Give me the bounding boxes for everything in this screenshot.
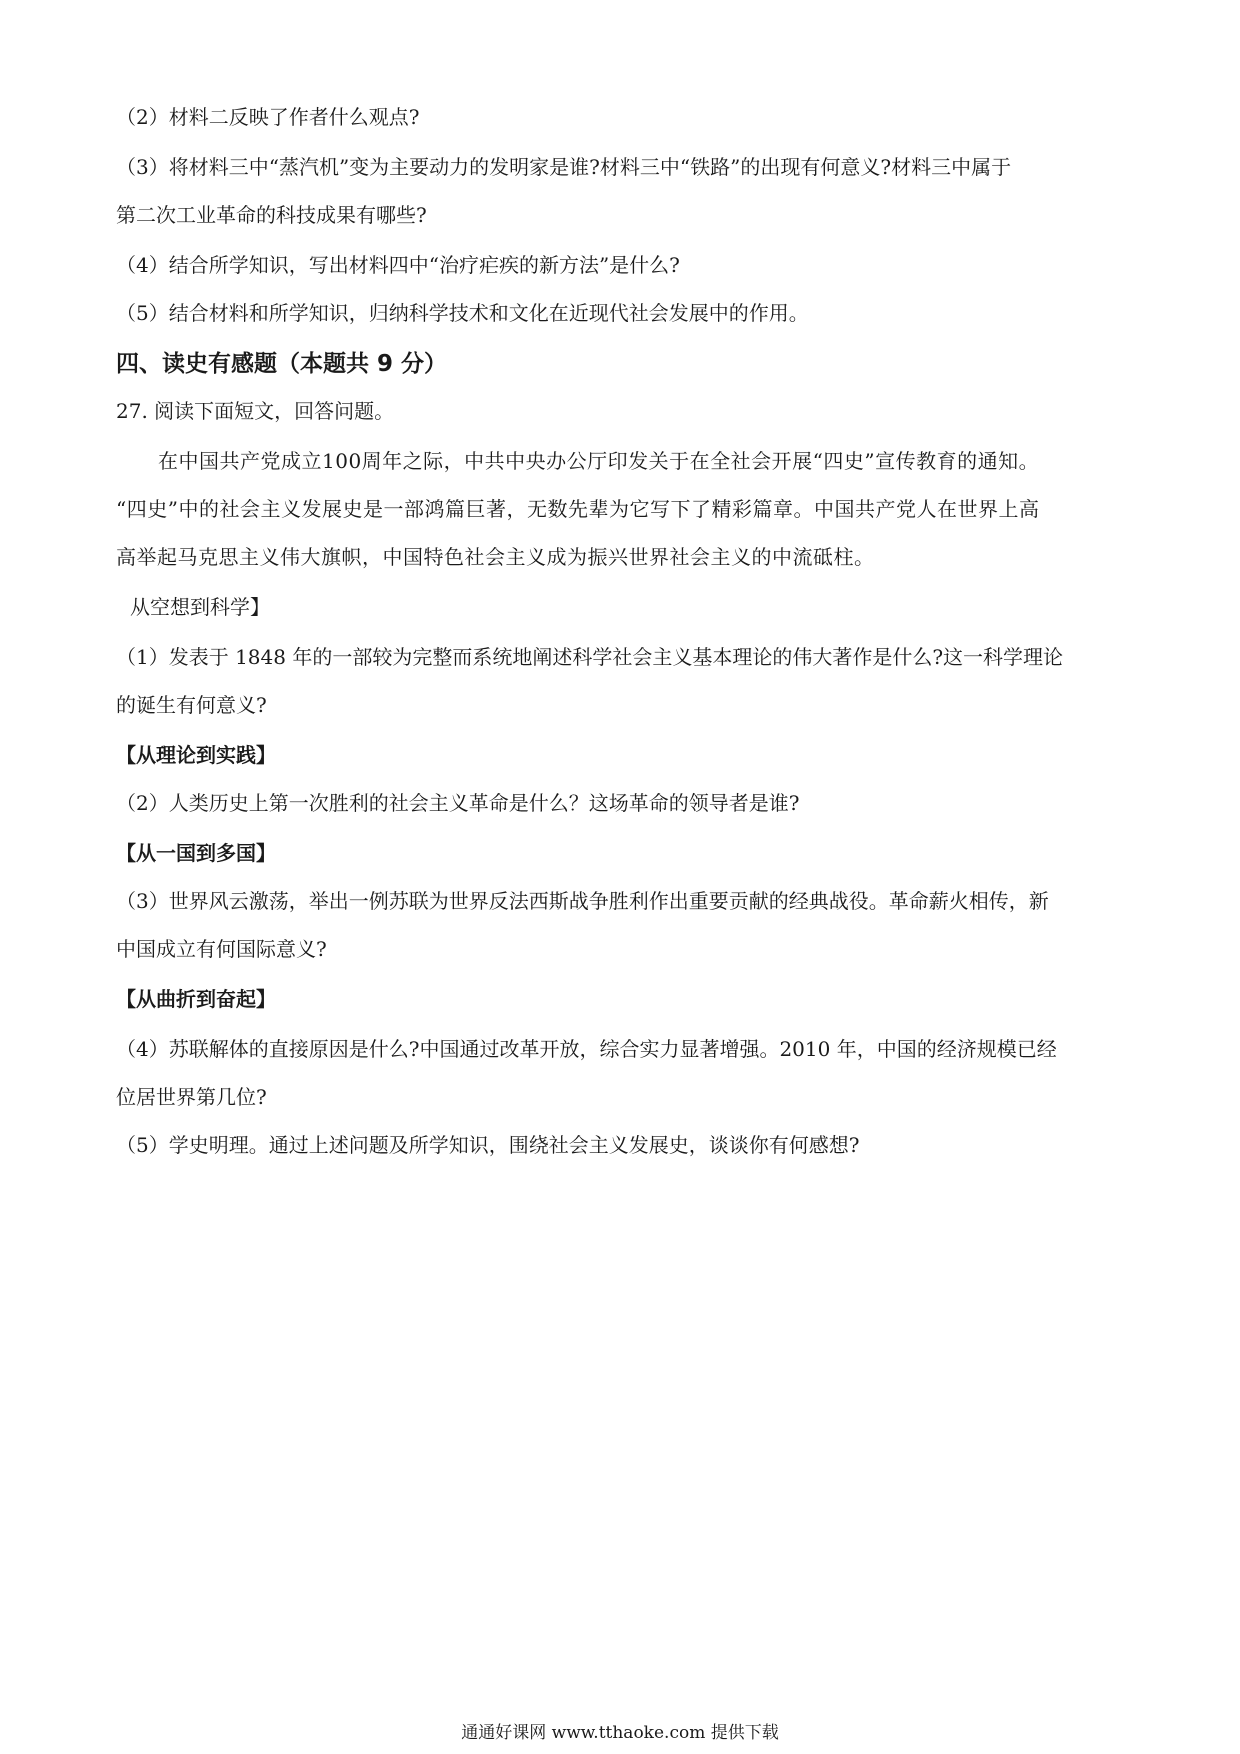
question-27-1-line2: 的诞生有何意义? — [116, 693, 267, 717]
subheading-one-to-many: 【从一国到多国】 — [116, 841, 276, 865]
passage-line-1: 在中国共产党成立100周年之际，中共中央办公厅印发关于在全社会开展“四史”宣传教育的通知。 — [158, 449, 1040, 473]
question-26-4: （4）结合所学知识，写出材料四中“治疗疟疾的新方法”是什么? — [116, 253, 680, 277]
question-27-3-line2: 中国成立有何国际意义? — [116, 937, 327, 961]
subheading-setback-to-rise: 【从曲折到奋起】 — [116, 987, 276, 1011]
question-27-intro: 27. 阅读下面短文，回答问题。 — [116, 399, 395, 423]
subheading-utopia-to-science: 从空想到科学】 — [130, 595, 270, 619]
subheading-theory-to-practice: 【从理论到实践】 — [116, 743, 276, 767]
section-heading: 四、读史有感题（本题共 9 分） — [116, 351, 448, 377]
passage-line-2: “四史”中的社会主义发展史是一部鸿篇巨著，无数先辈为它写下了精彩篇章。中国共产党人在世界上高 — [116, 497, 1040, 521]
question-27-3-line1: （3）世界风云激荡，举出一例苏联为世界反法西斯战争胜利作出重要贡献的经典战役。革命薪火相传，新 — [116, 889, 1049, 913]
question-26-3-line2: 第二次工业革命的科技成果有哪些? — [116, 203, 427, 227]
question-27-4-line2: 位居世界第几位? — [116, 1085, 267, 1109]
question-27-5: （5）学史明理。通过上述问题及所学知识，围绕社会主义发展史，谈谈你有何感想? — [116, 1133, 860, 1157]
question-27-2: （2）人类历史上第一次胜利的社会主义革命是什么？这场革命的领导者是谁? — [116, 791, 800, 815]
question-27-1-line1: （1）发表于 1848 年的一部较为完整而系统地阐述科学社会主义基本理论的伟大著作是什么?这一科学理论 — [116, 645, 1064, 669]
question-27-4-line1: （4）苏联解体的直接原因是什么?中国通过改革开放，综合实力显著增强。2010 年，中国的经济规模已经 — [116, 1037, 1057, 1061]
passage-line-3: 高举起马克思主义伟大旗帜，中国特色社会主义成为振兴世界社会主义的中流砥柱。 — [116, 545, 875, 569]
page-footer: 通通好课网 www.tthaoke.com 提供下载 — [461, 1723, 779, 1743]
question-26-2: （2）材料二反映了作者什么观点? — [116, 105, 420, 129]
question-26-5: （5）结合材料和所学知识，归纳科学技术和文化在近现代社会发展中的作用。 — [116, 301, 809, 325]
question-26-3-line1: （3）将材料三中“蒸汽机”变为主要动力的发明家是谁?材料三中“铁路”的出现有何意义?材料三中属于 — [116, 155, 1012, 179]
